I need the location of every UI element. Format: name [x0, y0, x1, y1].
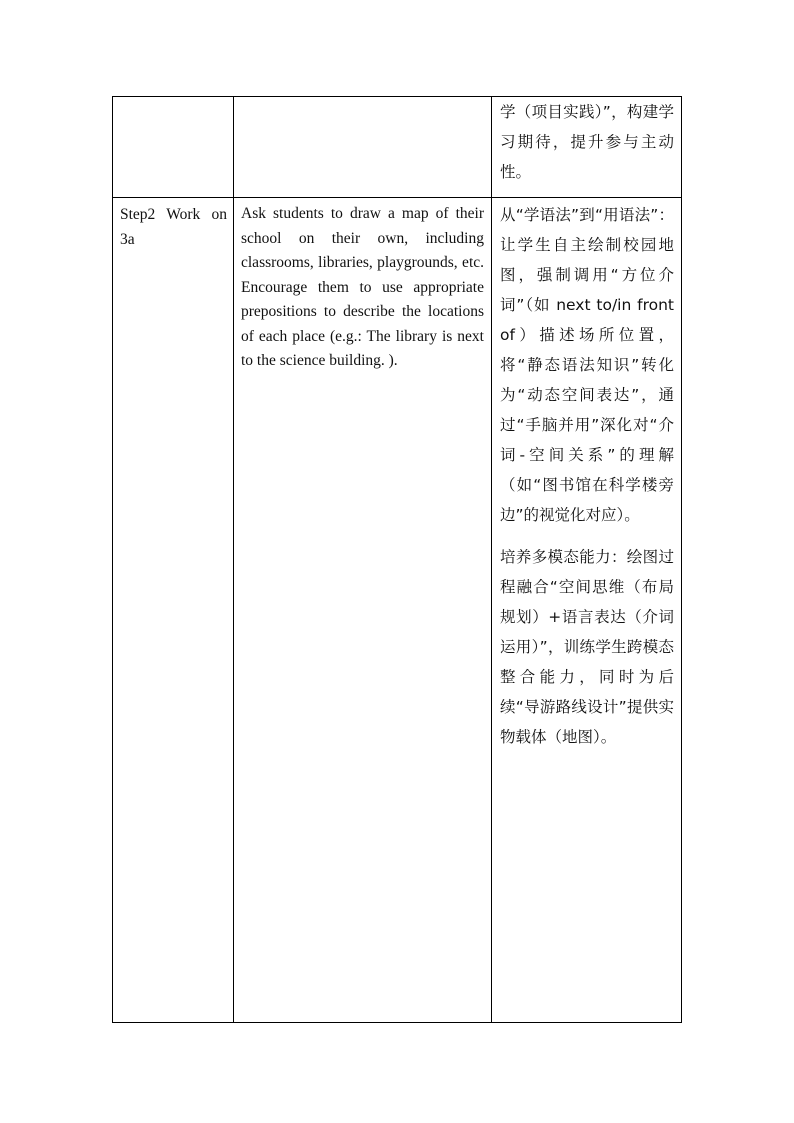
- task-cell: [234, 198, 492, 1023]
- table-row: [113, 198, 682, 1023]
- step-label: Step2 Work on 3a: [120, 206, 227, 248]
- task-description: Ask students to draw a map of their school on their own, including classrooms, libraries, playgrounds, etc. Encourage them to use appropriate prepositions to describe the locations of each place (e.g.: The library is next to the science building. ).: [241, 205, 484, 369]
- step-cell: [113, 198, 234, 1023]
- step-text: [113, 97, 233, 101]
- task-cell: [234, 97, 492, 198]
- design-intent-text: 学（项目实践）”，构建学习期待，提升参与主动性。: [500, 103, 674, 181]
- step-cell: [113, 97, 234, 198]
- design-cell: [492, 97, 682, 198]
- design-paragraph-multimodal: 培养多模态能力：绘图过程融合“空间思维（布局规划）+语言表达（介词运用）”，训练学生跨模态整合能力，同时为后续“导游路线设计”提供实物载体（地图）。: [500, 548, 674, 746]
- design-intent: [492, 198, 681, 758]
- task-text: [234, 97, 491, 101]
- design-paragraph-grammar: 从“学语法”到“用语法”：让学生自主绘制校园地图，强制调用“方位介词”（如 next to/in front of）描述场所位置，将“静态语法知识”转化为“动态空间表达”，通过“手脑并用”深化对“介词-空间关系”的理解（如“图书馆在科学楼旁边”的视觉化对应）。: [500, 206, 674, 524]
- lesson-plan-table: [112, 96, 682, 1023]
- design-cell: [492, 198, 682, 1023]
- table-row: [113, 97, 682, 198]
